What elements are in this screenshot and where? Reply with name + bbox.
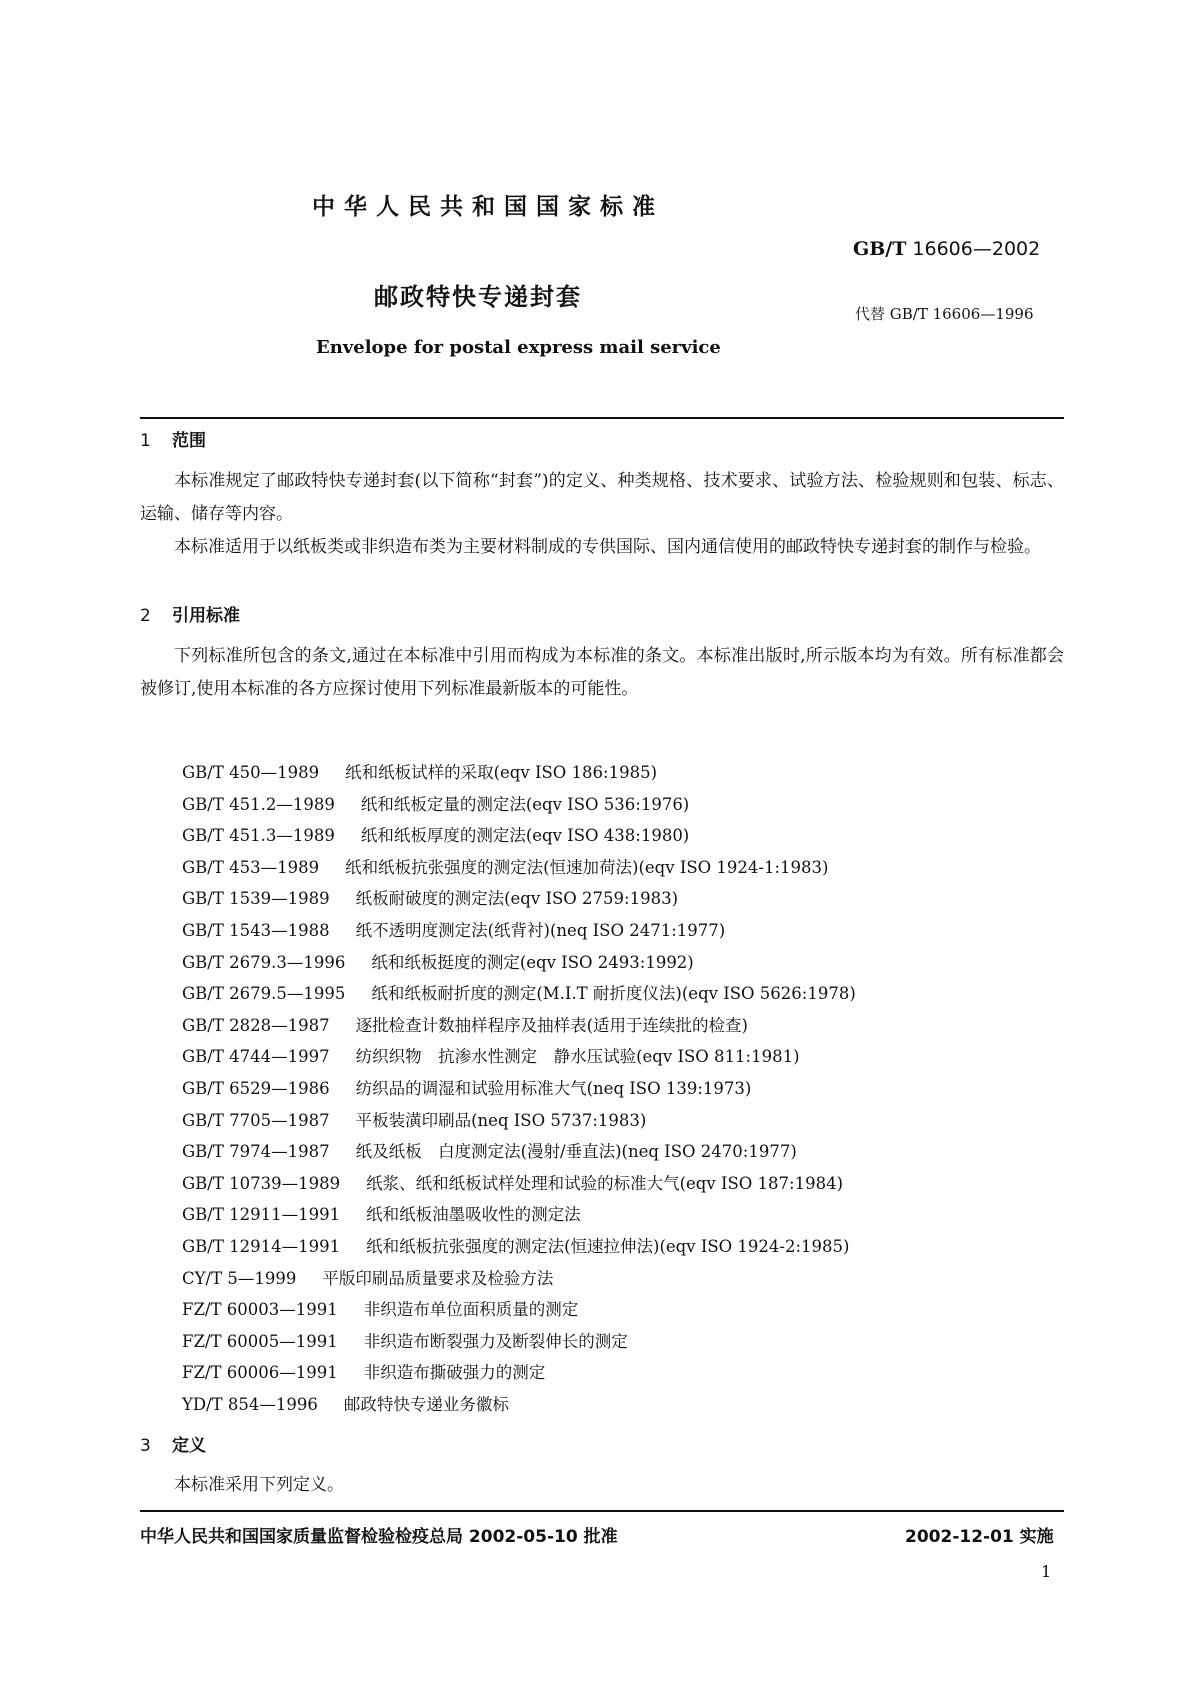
reference-title: 逐批检查计数抽样程序及抽样表(适用于连续批的检查) (355, 1015, 748, 1035)
reference-code: CY/T 5—1999 (182, 1268, 297, 1288)
reference-item (182, 978, 856, 1010)
reference-item (182, 1263, 856, 1295)
header-divider (140, 417, 1064, 419)
reference-code: GB/T 2828—1987 (182, 1015, 330, 1035)
section-2-number: 2 (140, 606, 151, 626)
standard-title-en: Envelope for postal express mail service (316, 337, 721, 358)
reference-title: 纸和纸板定量的测定法(eqv ISO 536:1976) (360, 794, 690, 814)
section-3-paragraph-1: 本标准采用下列定义。 (174, 1475, 344, 1495)
reference-title: 非织造布单位面积质量的测定 (363, 1300, 579, 1320)
national-standard-heading: 中华人民共和国国家标准 (312, 194, 664, 220)
reference-code: GB/T 2679.5—1995 (182, 984, 346, 1004)
section-1-paragraph-1: 本标准规定了邮政特快专递封套(以下简称“封套”)的定义、种类规格、技术要求、试验方法、检验规则和包装、标志、运输、储存等内容。 (140, 471, 1064, 524)
reference-item (182, 1326, 856, 1358)
reference-item (182, 1073, 856, 1105)
reference-code: GB/T 2679.3—1996 (182, 952, 346, 972)
reference-title: 纸和纸板厚度的测定法(eqv ISO 438:1980) (360, 826, 690, 846)
reference-item (182, 947, 856, 979)
reference-title: 纸和纸板耐折度的测定(M.I.T 耐折度仪法)(eqv ISO 5626:1978) (371, 984, 856, 1004)
replaces-note: 代替 GB/T 16606—1996 (855, 305, 1034, 323)
standard-number (853, 238, 1040, 260)
reference-title: 纸和纸板试样的采取(eqv ISO 186:1985) (345, 763, 658, 782)
reference-code: GB/T 1539—1989 (182, 889, 330, 909)
normative-references-list (182, 757, 856, 1420)
section-1-paragraph-2: 本标准适用于以纸板类或非织造布类为主要材料制成的专供国际、国内通信使用的邮政特快专递封套的制作与检验。 (174, 537, 1041, 557)
section-1-heading (140, 426, 206, 451)
effective-date: 2002-12-01 实施 (905, 1527, 1054, 1547)
reference-title: 平版印刷品质量要求及检验方法 (322, 1268, 554, 1288)
reference-item (182, 1294, 856, 1326)
reference-item (182, 757, 856, 789)
reference-title: 非织造布撕破强力的测定 (363, 1363, 546, 1383)
section-1-title: 范围 (172, 431, 206, 451)
reference-code: GB/T 7705—1987 (182, 1110, 330, 1130)
footer-divider (140, 1510, 1064, 1512)
page-number: 1 (1041, 1562, 1052, 1581)
reference-title: 纸和纸板抗张强度的测定法(恒速拉伸法)(eqv ISO 1924-2:1985) (366, 1236, 850, 1256)
reference-code: GB/T 10739—1989 (182, 1173, 341, 1193)
reference-item (182, 915, 856, 947)
reference-item (182, 883, 856, 915)
reference-item (182, 1041, 856, 1073)
reference-title: 邮政特快专递业务徽标 (343, 1394, 509, 1414)
reference-title: 平板装潢印刷品(neq ISO 5737:1983) (355, 1110, 647, 1130)
reference-code: YD/T 854—1996 (182, 1394, 318, 1414)
reference-item (182, 1010, 856, 1042)
standard-title-cn: 邮政特快专递封套 (374, 283, 582, 311)
reference-item (182, 1389, 856, 1421)
reference-code: GB/T 453—1989 (182, 857, 320, 877)
section-2-title: 引用标准 (172, 606, 240, 626)
reference-code: GB/T 451.3—1989 (182, 826, 335, 846)
approval-note: 中华人民共和国国家质量监督检验检疫总局 2002-05-10 批准 (140, 1527, 618, 1547)
reference-code: GB/T 4744—1997 (182, 1047, 330, 1067)
section-2-paragraph-1: 下列标准所包含的条文,通过在本标准中引用而构成为本标准的条文。本标准出版时,所示版本均为有效。所有标准都会被修订,使用本标准的各方应探讨使用下列标准最新版本的可能性。 (140, 646, 1064, 699)
reference-title: 纸及纸板 白度测定法(漫射/垂直法)(neq ISO 2470:1977) (355, 1142, 797, 1162)
reference-item (182, 1168, 856, 1200)
reference-code: FZ/T 60003—1991 (182, 1300, 338, 1320)
reference-item (182, 820, 856, 852)
reference-title: 纸和纸板油墨吸收性的测定法 (366, 1205, 581, 1225)
reference-code: GB/T 12914—1991 (182, 1236, 341, 1256)
reference-title: 纸不透明度测定法(纸背衬)(neq ISO 2471:1977) (355, 920, 726, 940)
reference-title: 纸和纸板挺度的测定(eqv ISO 2493:1992) (371, 952, 694, 972)
reference-code: GB/T 6529—1986 (182, 1078, 330, 1098)
reference-title: 纸板耐破度的测定法(eqv ISO 2759:1983) (355, 889, 679, 909)
section-2-heading (140, 601, 240, 626)
standard-prefix: GB/T (853, 238, 907, 260)
reference-code: GB/T 451.2—1989 (182, 794, 335, 814)
reference-code: FZ/T 60006—1991 (182, 1363, 338, 1383)
reference-code: GB/T 450—1989 (182, 763, 320, 782)
reference-item (182, 789, 856, 821)
section-3-heading (140, 1431, 206, 1456)
section-1-number: 1 (140, 431, 151, 451)
reference-item (182, 1105, 856, 1137)
reference-item (182, 1199, 856, 1231)
reference-item (182, 1357, 856, 1389)
reference-title: 纺织品的调湿和试验用标准大气(neq ISO 139:1973) (355, 1078, 752, 1098)
reference-code: GB/T 12911—1991 (182, 1205, 341, 1225)
reference-code: GB/T 7974—1987 (182, 1142, 330, 1162)
reference-title: 非织造布断裂强力及断裂伸长的测定 (363, 1331, 628, 1351)
standard-number-value: 16606—2002 (912, 238, 1041, 260)
reference-item (182, 852, 856, 884)
reference-title: 纸和纸板抗张强度的测定法(恒速加荷法)(eqv ISO 1924-1:1983) (345, 857, 829, 877)
reference-title: 纸浆、纸和纸板试样处理和试验的标准大气(eqv ISO 187:1984) (366, 1173, 844, 1193)
reference-item (182, 1136, 856, 1168)
reference-item (182, 1231, 856, 1263)
reference-code: GB/T 1543—1988 (182, 920, 330, 940)
section-3-title: 定义 (172, 1436, 206, 1456)
section-3-number: 3 (140, 1436, 151, 1456)
reference-title: 纺织织物 抗渗水性测定 静水压试验(eqv ISO 811:1981) (355, 1047, 800, 1067)
reference-code: FZ/T 60005—1991 (182, 1331, 338, 1351)
